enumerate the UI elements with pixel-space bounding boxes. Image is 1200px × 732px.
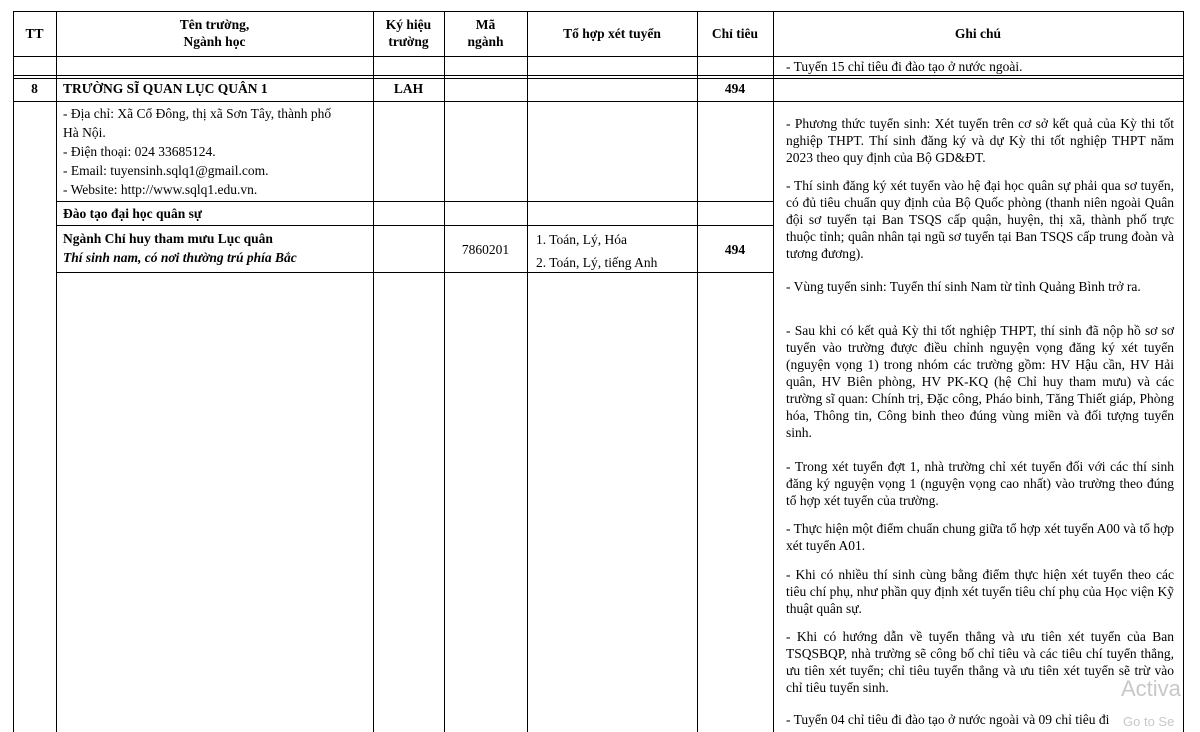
school-name: TRƯỜNG SĨ QUAN LỤC QUÂN 1 bbox=[63, 81, 268, 96]
contact-address: - Địa chỉ: Xã Cổ Đông, thị xã Sơn Tây, thành phố bbox=[63, 106, 332, 121]
section-title: Đào tạo đại học quân sự bbox=[63, 206, 203, 221]
combo-2: 2. Toán, Lý, tiếng Anh bbox=[536, 255, 658, 270]
school-tt: 8 bbox=[31, 81, 38, 96]
note-common-score: - Thực hiện một điểm chuẩn chung giữa tổ hợp xét tuyển A00 và tổ hợp xét tuyển A01. bbox=[786, 521, 1174, 553]
header-ky-hieu-line2: trường bbox=[388, 34, 429, 49]
note-screening: - Thí sinh đăng ký xét tuyển vào hệ đại học quân sự phải qua sơ tuyển, có đủ tiêu chuẩn quy định của Bộ Quốc phòng (thanh niên ngoài Quân đội sơ tuyển tại Ban TSQS cấp quận, huyện, thị xã, thành phố trực thuộc tỉnh; quân nhân tại ngũ sơ tuyển tại Ban TSQS cấp trung đoàn và tương đương). bbox=[786, 178, 1174, 261]
school-code: LAH bbox=[393, 81, 424, 96]
header-to-hop: Tổ hợp xét tuyển bbox=[563, 26, 661, 41]
header-ten-truong bbox=[56, 16, 373, 50]
row-divider bbox=[13, 78, 1184, 79]
major-code: 7860201 bbox=[461, 242, 510, 257]
note-adjust-preference: - Sau khi có kết quả Kỳ thi tốt nghiệp THPT, thí sinh đã nộp hồ sơ sơ tuyển vào trường được điều chỉnh nguyện vọng đăng ký xét tuyển (nguyện vọng 1) trong nhóm các trường gồm: HV Hậu cần, HV Hải quân, HV Biên phòng, HV PK-KQ (hệ Chỉ huy tham mưu) và các trường sĩ quan: Chính trị, Đặc công, Pháo binh, Tăng Thiết giáp, Phòng hóa, Thông tin, Công binh theo đúng vùng miền và đối tượng tuyển sinh. bbox=[786, 323, 1174, 440]
contact-phone: - Điện thoại: 024 33685124. bbox=[63, 144, 216, 159]
school-quota: 494 bbox=[724, 81, 746, 96]
column-line bbox=[444, 11, 445, 732]
note-tie-break: - Khi có nhiều thí sinh cùng bằng điểm thực hiện xét tuyển theo các tiêu chí phụ, như phần quy định xét tuyển tiêu chí phụ của Học viện Kỹ thuật quân sự. bbox=[786, 567, 1174, 616]
column-line bbox=[527, 11, 528, 732]
header-ma-nganh bbox=[444, 16, 527, 50]
contact-website: - Website: http://www.sqlq1.edu.vn. bbox=[63, 182, 258, 197]
row-divider bbox=[13, 75, 1184, 76]
activation-watermark-sub: Go to Se bbox=[1123, 714, 1175, 729]
table-border-top bbox=[13, 11, 1184, 12]
note-region: - Vùng tuyển sinh: Tuyển thí sinh Nam từ tỉnh Quảng Bình trở ra. bbox=[786, 279, 1141, 294]
column-line bbox=[13, 11, 14, 732]
header-bottom-line bbox=[13, 56, 1184, 57]
major-subtitle: Thí sinh nam, có nơi thường trú phía Bắc bbox=[63, 250, 297, 265]
combo-1: 1. Toán, Lý, Hóa bbox=[536, 232, 628, 247]
row-divider bbox=[13, 101, 1184, 102]
row-divider bbox=[56, 225, 773, 226]
note-round-1: - Trong xét tuyển đợt 1, nhà trường chỉ xét tuyển đối với các thí sinh đăng ký nguyện vọng 1 (nguyện vọng cao nhất) vào trường theo đúng tổ hợp xét tuyển của trường. bbox=[786, 459, 1174, 508]
header-ma-nganh-line1: Mã bbox=[475, 17, 496, 32]
major-quota: 494 bbox=[724, 242, 746, 257]
row-divider bbox=[56, 272, 773, 273]
header-ten-truong-line1: Tên trường, bbox=[179, 17, 250, 32]
column-line bbox=[56, 11, 57, 732]
note-direct-admission: - Khi có hướng dẫn về tuyển thẳng và ưu tiên xét tuyển của Ban TSQSBQP, nhà trường sẽ công bố chỉ tiêu và các tiêu chí tuyển thẳng, ưu tiên xét tuyển; chỉ tiêu tuyển thẳng và ưu tiên xét tuyển sẽ trừ vào chỉ tiêu tuyển sinh. bbox=[786, 629, 1174, 695]
header-ky-hieu-line1: Ký hiệu bbox=[385, 17, 432, 32]
header-ma-nganh-line2: ngành bbox=[467, 34, 504, 49]
row-divider bbox=[56, 201, 773, 202]
contact-email: - Email: tuyensinh.sqlq1@gmail.com. bbox=[63, 163, 269, 178]
header-ten-truong-line2: Ngành học bbox=[183, 34, 246, 49]
column-line bbox=[773, 11, 774, 732]
column-line bbox=[373, 11, 374, 732]
note-abroad: - Tuyển 04 chỉ tiêu đi đào tạo ở nước ngoài và 09 chỉ tiêu đi bbox=[786, 712, 1110, 727]
prev-note: - Tuyển 15 chỉ tiêu đi đào tạo ở nước ngoài. bbox=[786, 59, 1023, 74]
header-ky-hieu bbox=[373, 16, 444, 50]
header-chi-tieu: Chỉ tiêu bbox=[711, 26, 759, 41]
column-line bbox=[697, 11, 698, 732]
table-border-right bbox=[1183, 11, 1184, 732]
header-ghi-chu: Ghi chú bbox=[954, 26, 1002, 41]
major-name: Ngành Chỉ huy tham mưu Lục quân bbox=[63, 231, 273, 246]
note-method: - Phương thức tuyển sinh: Xét tuyển trên cơ sở kết quả của Kỳ thi tốt nghiệp THPT. Thí sinh đăng ký và dự Kỳ thi tốt nghiệp THPT năm 2023 theo quy định của Bộ GD&ĐT. bbox=[786, 116, 1174, 165]
activation-watermark: Activa bbox=[1121, 676, 1181, 701]
header-tt: TT bbox=[25, 26, 44, 41]
contact-address-cont: Hà Nội. bbox=[63, 125, 106, 140]
